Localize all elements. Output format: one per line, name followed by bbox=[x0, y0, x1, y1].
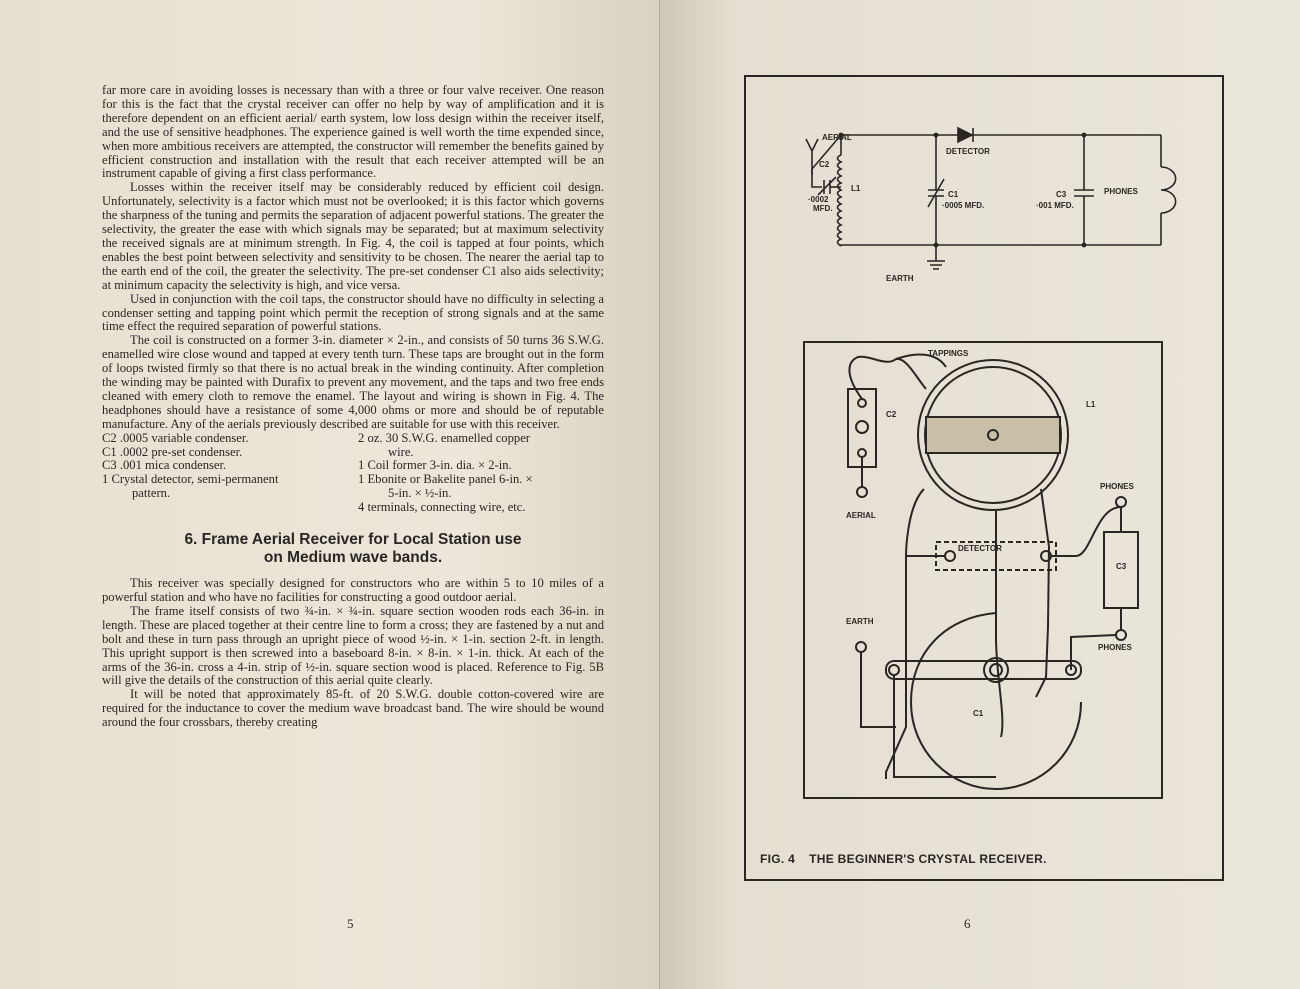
parts-item: 5-in. × ½-in. bbox=[388, 486, 452, 501]
headphones-icon bbox=[1161, 167, 1176, 213]
paragraph: The coil is constructed on a former 3-in. diameter × 2-in., and consists of 50 turns 36 S.W.G. enamelled wire close wound and tapped at every tenth turn. These taps are brought out in the form of loops twisted firmly so that there is no actual break in the winding continuity. After completion the winding may be painted with Durafix to prevent any movement, and the taps and two free ends cleaned with emery cloth to remove the enamel. The layout and wiring is shown in Fig. 4. The headphones should have a resistance of some 4,000 ohms or more and should be of reputable manufacture. Any of the aerials previously described are suitable for use with this receiver. bbox=[102, 333, 604, 431]
earth-symbol-icon bbox=[927, 245, 945, 269]
layout-label-c3: C3 bbox=[1116, 562, 1127, 571]
capacitor-c2-panel bbox=[848, 389, 876, 467]
layout-label-phones-bottom: PHONES bbox=[1098, 643, 1132, 652]
layout-label-detector: DETECTOR bbox=[958, 544, 1002, 553]
layout-label-c2: C2 bbox=[886, 410, 897, 419]
schematic-label-c1: C1 bbox=[948, 190, 959, 199]
coil-l1-icon bbox=[838, 155, 842, 246]
schematic-label-c3: C3 bbox=[1056, 190, 1067, 199]
layout-label-l1: L1 bbox=[1086, 400, 1096, 409]
schematic-label-c3-value: ·001 MFD. bbox=[1036, 201, 1074, 210]
parts-item: C2 .0005 variable condenser. bbox=[102, 430, 249, 445]
page-number: 5 bbox=[347, 916, 354, 931]
layout-label-earth: EARTH bbox=[846, 617, 874, 626]
schematic-label-earth: EARTH bbox=[886, 274, 914, 283]
parts-item: wire. bbox=[388, 444, 414, 459]
paragraph: Used in conjunction with the coil taps, the constructor should have no difficulty in selecting a condenser setting and tapping point which permit the reception of strong signals and at the same time effect the required separation of powerful stations. bbox=[102, 291, 604, 334]
figure-number: FIG. 4 bbox=[760, 852, 796, 866]
schematic-label-c2-unit: MFD. bbox=[813, 204, 833, 213]
layout-label-c1: C1 bbox=[973, 709, 984, 718]
parts-list-left bbox=[102, 432, 348, 515]
heading-line-2: on Medium wave bands. bbox=[263, 549, 443, 567]
schematic-label-detector: DETECTOR bbox=[946, 147, 990, 156]
schematic-label-phones: PHONES bbox=[1104, 187, 1138, 196]
capacitor-c1-icon bbox=[928, 135, 944, 245]
parts-item: 1 Crystal detector, semi-permanent bbox=[102, 472, 279, 487]
figure-title: THE BEGINNER'S CRYSTAL RECEIVER. bbox=[809, 852, 1047, 866]
paragraph: far more care in avoiding losses is necessary than with a three or four valve receiver. One reason for this is the fact that the crystal receiver can offer no help by way of amplification and it is therefore dependent on an efficient aerial/ earth system, low loss design within the receiver itself, and the use of sensitive headphones. The experience gained is well worth the time expended since, when more ambitious receivers are attempted, the constructor will remember the benefits gained by efficient construction and installation with the result that each receiver attempted will be an instrument capable of giving a first class performance. bbox=[102, 83, 604, 181]
parts-item: C1 .0002 pre-set condenser. bbox=[102, 444, 243, 459]
left-page-text bbox=[102, 84, 604, 730]
figure-4 bbox=[744, 75, 1224, 881]
layout-label-aerial: AERIAL bbox=[846, 511, 876, 520]
parts-item: 4 terminals, connecting wire, etc. bbox=[358, 500, 526, 515]
capacitor-c3-icon bbox=[1074, 135, 1094, 245]
diode-icon bbox=[958, 128, 972, 142]
schematic-label-c2: C2 bbox=[819, 160, 830, 169]
paragraph: This receiver was specially designed for constructors who are within 5 to 10 miles of a powerful station and who have no facilities for constructing a good outdoor aerial. bbox=[102, 576, 604, 604]
section-heading bbox=[102, 531, 604, 567]
parts-item: pattern. bbox=[132, 486, 171, 501]
layout-label-tappings: TAPPINGS bbox=[928, 349, 969, 358]
heading-line-1: 6. Frame Aerial Receiver for Local Station use bbox=[184, 531, 522, 549]
figure-caption bbox=[760, 852, 1061, 866]
page-number: 6 bbox=[964, 916, 971, 931]
schematic-label-aerial: AERIAL bbox=[822, 133, 852, 142]
paragraph: It will be noted that approximately 85-ft. of 20 S.W.G. double cotton-covered wire are required for the inductance to cover the medium wave broadcast band. The wire should be wound around the four crossbars, thereby creating bbox=[102, 687, 604, 730]
right-page bbox=[660, 0, 1300, 989]
schematic-label-c1-value: ·0005 MFD. bbox=[942, 201, 985, 210]
paragraph: The frame itself consists of two ¾-in. × ¾-in. square section wooden rods each 36-in. in length. These are placed together at their centre line to form a cross; they are fastened by a nut and bolt and these in turn pass through an upright piece of wood ½-in. × 1-in. section 2-ft. in length. This upright support is then screwed into a baseboard 8-in. × 8-in. × 1-in. thick. At each of the arms of the 36-in. cross a 4-in. strip of ½-in. square section wood is placed. Reference to Fig. 5B will give the details of the construction of this aerial quite clearly. bbox=[102, 603, 604, 688]
parts-item: C3 .001 mica condenser. bbox=[102, 458, 227, 473]
paragraph: Losses within the receiver itself may be considerably reduced by efficient coil design. Unfortunately, selectivity is a factor which must not be overlooked; it is this factor which governs the sharpness of the tuning and permits the separation of adjacent powerful stations. The greater the selectivity, the greater the ease with which signals may be separated; but at maximum selectivity the received signals are at minimum strength. In Fig. 4, the coil is tapped at four points, which enables the best point between selectivity and sensitivity to be chosen. The nearer the aerial tap to the earth end of the coil, the greater the selectivity. The pre-set condenser C1 also aids selectivity; at minimum capacity the selectivity is high, and vice versa. bbox=[102, 180, 604, 292]
schematic-label-l1: L1 bbox=[851, 184, 861, 193]
layout-label-phones-top: PHONES bbox=[1100, 482, 1134, 491]
parts-item: 1 Ebonite or Bakelite panel 6-in. × bbox=[358, 472, 533, 487]
parts-list bbox=[102, 432, 604, 515]
parts-list-right bbox=[358, 432, 604, 515]
parts-item: 1 Coil former 3-in. dia. × 2-in. bbox=[358, 458, 512, 473]
parts-item: 2 oz. 30 S.W.G. enamelled copper bbox=[358, 430, 530, 445]
schematic-label-c2-value: ·0002 bbox=[808, 195, 829, 204]
